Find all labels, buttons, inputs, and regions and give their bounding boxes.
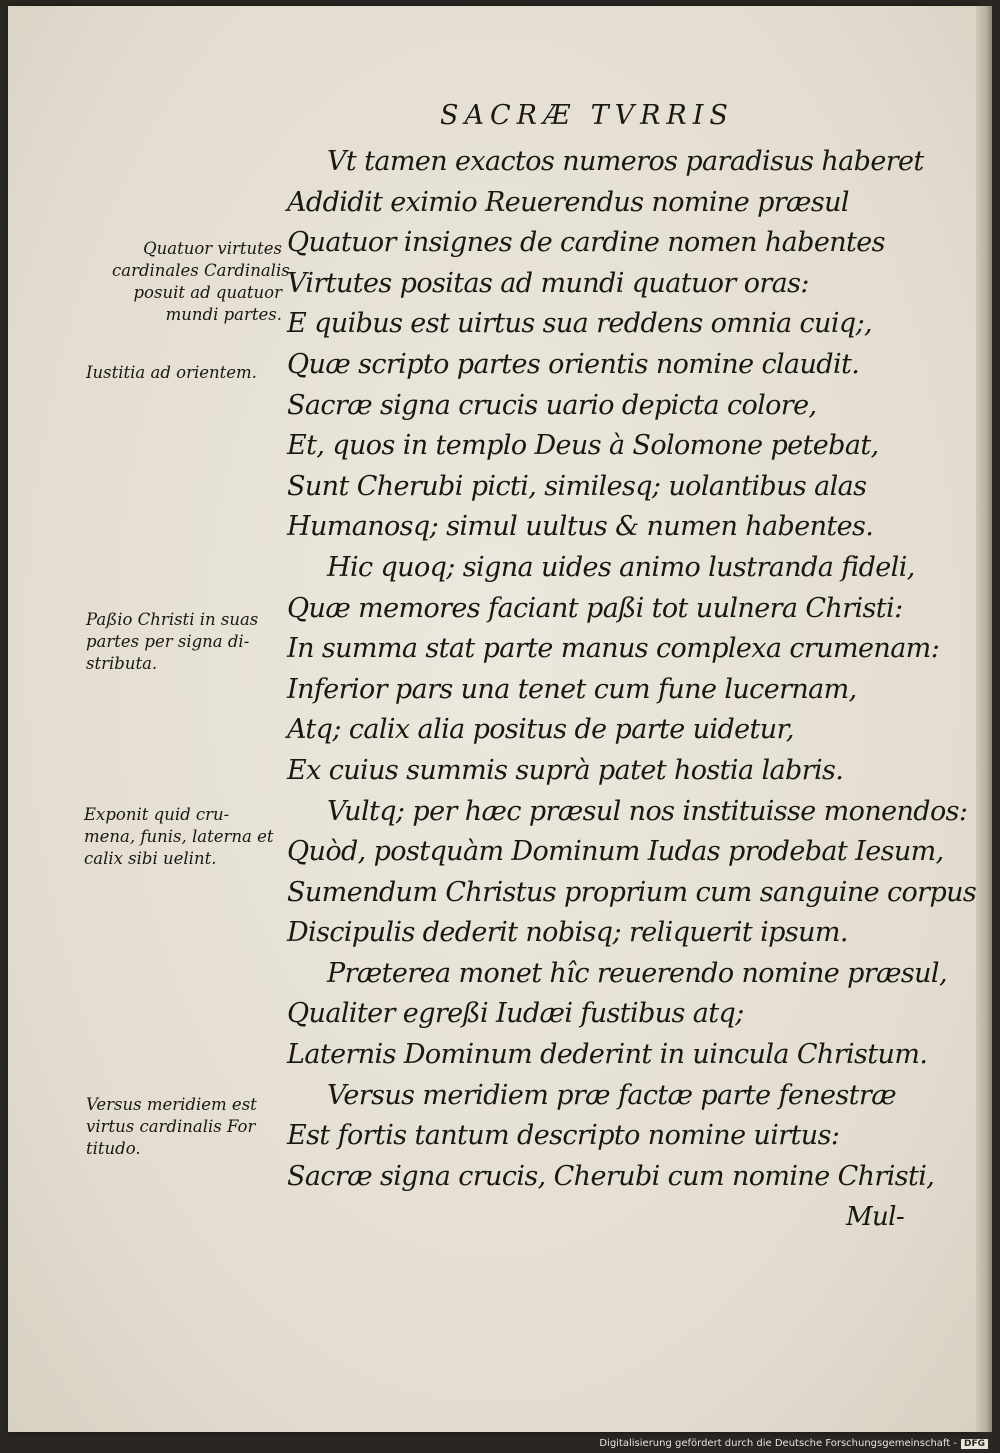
- verse-line: Inferior pars una tenet cum fune lucernam,: [287, 673, 857, 705]
- verse-line: Ex cuius summis suprà patet hostia labris.: [287, 754, 844, 786]
- verse-line: Vultq; per hæc præsul nos instituisse monendos:: [327, 795, 968, 827]
- verse-line: Virtutes positas ad mundi quatuor oras:: [287, 267, 809, 299]
- margin-note-line: Paßio Christi in suas: [86, 610, 259, 629]
- verse-line: Addidit eximio Reuerendus nomine præsul: [287, 186, 849, 218]
- digitization-footer: [599, 1438, 988, 1449]
- verse-line: Quòd, postquàm Dominum Iudas prodebat Iesum,: [287, 836, 944, 868]
- verse-line: Qualiter egreßi Iudæi fustibus atq;: [287, 998, 744, 1030]
- verse-line: Sacræ signa crucis, Cherubi cum nomine Christi,: [287, 1160, 935, 1192]
- margin-note-line: virtus cardinalis For: [86, 1117, 256, 1136]
- verse-line: Vt tamen exactos numeros paradisus haberet: [327, 146, 924, 177]
- verse-line: Laternis Dominum dederint in uincula Christum.: [287, 1039, 928, 1071]
- verse-line: Discipulis dederit nobisq; reliquerit ipsum.: [287, 917, 848, 949]
- verse-line: Sumendum Christus proprium cum sanguine corpus: [287, 876, 977, 908]
- verse-line: Atq; calix alia positus de parte uidetur,: [287, 714, 794, 746]
- verse-line: Et, quos in templo Deus à Solomone petebat,: [287, 430, 879, 462]
- verse-line: Hic quoq; signa uides animo lustranda fideli,: [327, 551, 915, 583]
- verse-line: Præterea monet hîc reuerendo nomine præsul,: [327, 957, 947, 989]
- margin-note-cardinal-virtues: [112, 238, 290, 326]
- verse-line: Quæ memores faciant paßi tot uulnera Christi:: [287, 592, 903, 624]
- margin-note-line: stributa.: [86, 654, 158, 673]
- dfg-logo: DFG: [961, 1439, 988, 1449]
- footer-text: Digitalisierung gefördert durch die Deutsche Forschungsgemeinschaft -: [599, 1438, 957, 1449]
- verse-line: Versus meridiem præ factæ parte fenestræ: [327, 1079, 896, 1111]
- verse-line: In summa stat parte manus complexa crumenam:: [287, 633, 940, 665]
- margin-note-line: mena, funis, laterna et: [84, 827, 274, 846]
- margin-note-line: cardinales Cardinalis: [112, 261, 290, 280]
- margin-note-line: posuit ad quatuor: [133, 283, 282, 302]
- verse-line: Est fortis tantum descripto nomine uirtus:: [287, 1120, 840, 1152]
- verse-line: E quibus est uirtus sua reddens omnia cuiq;,: [287, 308, 873, 340]
- verse-line: Sacræ signa crucis uario depicta colore,: [287, 389, 817, 421]
- margin-note-line: Iustitia ad orientem.: [86, 363, 257, 382]
- margin-note-fortitudo: [86, 1094, 282, 1160]
- margin-note-line: partes per signa di-: [86, 632, 250, 651]
- verse-line: Humanosq; simul uultus & numen habentes.: [287, 511, 874, 543]
- margin-note-line: titudo.: [86, 1139, 141, 1158]
- margin-note-line: calix sibi uelint.: [84, 849, 217, 868]
- margin-note-line: Exponit quid cru-: [84, 805, 230, 824]
- page-edge: [976, 6, 992, 1432]
- margin-note-line: Versus meridiem est: [86, 1095, 257, 1114]
- margin-note-passio: [86, 609, 282, 675]
- margin-note-exponit: [84, 804, 282, 870]
- catchword: Mul-: [846, 1202, 905, 1233]
- margin-note-line: Quatuor virtutes: [143, 239, 282, 258]
- verse-text: [287, 142, 976, 1238]
- running-header: SACRÆ TVRRIS: [440, 100, 734, 131]
- verse-line: Sunt Cherubi picti, similesq; uolantibus alas: [287, 470, 867, 502]
- margin-note-iustitia: [86, 362, 282, 384]
- verse-line: Quæ scripto partes orientis nomine claudit.: [287, 348, 860, 380]
- margin-note-line: mundi partes.: [165, 305, 282, 324]
- verse-line: Quatuor insignes de cardine nomen habentes: [287, 227, 885, 259]
